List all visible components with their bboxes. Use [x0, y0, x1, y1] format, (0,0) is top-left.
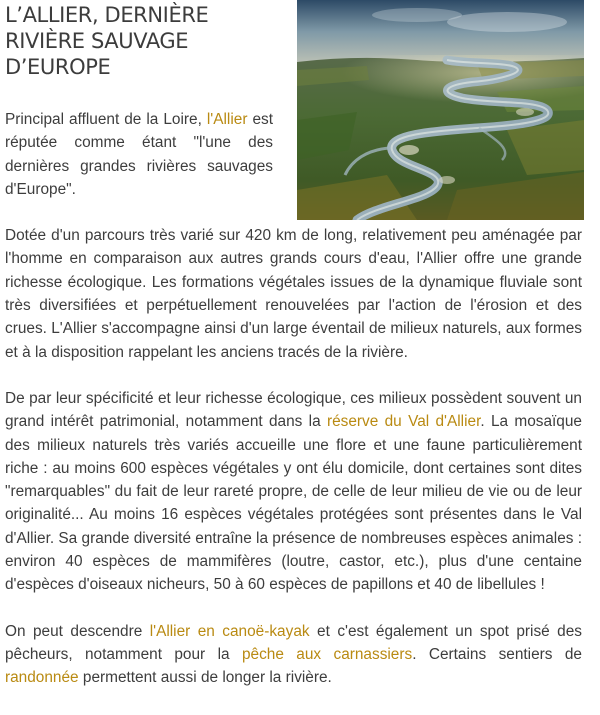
text-segment: Dotée d'un parcours très varié sur 420 km de long, relativement peu aménagée par l'homme en comparaison aux autres grands cours d'eau, l'Allier offre une grande richesse écologique. Les formations végétales issues de la dynamique fluviale sont très diversifiées et perpétuellement renouvelées par l'action de l'érosion et des crues. L'Allier s'accompagne ainsi d'un large éventail de milieux naturels, aux formes et à la disposition rappelant les anciens tracés de la rivière. [5, 227, 582, 361]
paragraph-3 [5, 387, 582, 597]
text-segment: De par leur spécificité et leur richesse écologique, ces milieux possèdent souvent un grand intérêt patrimonial, notamment dans la [5, 389, 582, 431]
randonnee-link[interactable]: randonnée [5, 669, 79, 687]
paragraph-2 [5, 224, 582, 364]
canoe-kayak-link[interactable]: l'Allier en canoë-kayak [149, 622, 310, 640]
text-segment: est réputée comme étant "l'une des dernières grandes rivières sauvages d'Europe". [5, 111, 273, 198]
allier-link[interactable]: l'Allier [206, 111, 248, 128]
paragraph-4 [5, 620, 582, 690]
text-segment: . La mosaïque des milieux naturels très variés accueille une flore et une faune particulièrement riche : au moins 600 espèces végétales y ont élu domicile, dont certaines sont dites "remarquables" du fait de leur rareté propre, de celle de leur milieu de vie ou de leur originalité... Au moins 16 espèces végétales protégées sont présentes dans le Val d'Allier. Sa grande diversité entraîne la présence de nombreuses espèces animales : environ 40 espèces de mammifères (loutre, castor, etc.), plus d'une centaine d'espèces d'oiseaux nicheurs, 50 à 60 espèces de papillons et 40 de libellules ! [5, 413, 582, 594]
text-segment: et c'est également un spot prisé des pêcheurs, notamment pour la [5, 622, 582, 663]
paragraph-1 [5, 108, 273, 201]
peche-carnassiers-link[interactable]: pêche aux carnassiers [241, 645, 413, 663]
text-segment: On peut descendre [5, 622, 150, 640]
article-body [5, 108, 582, 713]
text-segment: Principal affluent de la Loire, [5, 111, 207, 128]
reserve-val-allier-link[interactable]: réserve du Val d'Allier [326, 413, 481, 431]
text-segment: . Certains sentiers de [412, 645, 582, 663]
text-segment: permettent aussi de longer la rivière. [78, 669, 332, 687]
page-title: L’ALLIER, DERNIÈRE RIVIÈRE SAUVAGE D’EUROPE [5, 3, 209, 79]
